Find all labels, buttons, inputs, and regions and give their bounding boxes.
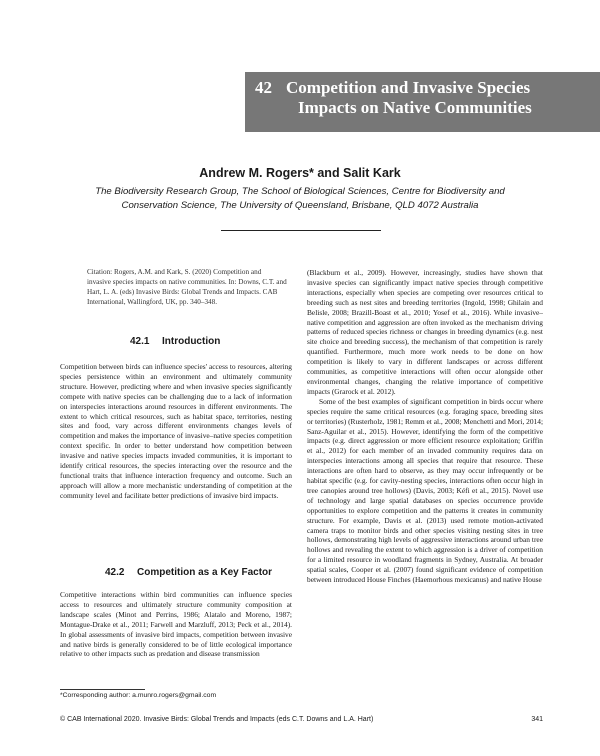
footer-copyright: © CAB International 2020. Invasive Birds: Global Trends and Impacts (eds C.T. Downs and L.A. Hart) (60, 716, 374, 723)
footnote: *Corresponding author: a.munro.rogers@gmail.com (60, 692, 217, 699)
page-footer (60, 716, 543, 723)
intro-paragraph-block (60, 362, 292, 501)
chapter-number: 42 (255, 78, 272, 97)
right-paragraph-2: Some of the best examples of significant competition in birds occur where species require the same critical resources (e.g. foraging space, breeding sites or territories) (Rusterholz, 1981; Remm et al., 2008; Menchetti and Mori, 2014; Sanz-Aguilar et al., 2015). However, identifying the form of the competitive impacts (e.g. direct aggression or more efficient resource exploitation; Griffin et al., 2012) for each member of an invaded community requires data on interspecies interactions among all species that require that resource. These interactions are often hard to observe, as they may occur infrequently or be habitat specific (e.g. for cavity-nesting species, interactions often occur high in tree canopies around tree hollows) (Davis, 2003; Kéfi et al., 2015). Novel use of technology and large spatial databases on species occurrence provide opportunities to explore competition and the patterns it creates in community structure. For example, Davis et al. (2013) used remote motion-activated camera traps to monitor birds and other species visiting nesting sites in tree hollows, demonstrating high levels of aggressive interactions around urban tree hollows and revealing the extent to which aggression is a driver of competition for a limited resource in woodland fragments in Sydney, Australia. At broader spatial scales, Cooper et al. (2007) found significant evidence of competition between introduced House Finches (Haemorhous mexicanus) and native House (307, 396, 543, 585)
right-column (307, 268, 543, 585)
affiliation: The Biodiversity Research Group, The School of Biological Sciences, Centre for Biodiversity and Conservation Science, The University of Queensland, Brisbane, QLD 4072 Australia (95, 186, 505, 211)
section-heading-introduction (130, 336, 220, 347)
authors: Andrew M. Rogers* and Salit Kark (199, 166, 401, 180)
intro-paragraph: Competition between birds can influence species' access to resources, altering species persistence within an environment and ultimately community structure. However, predicting where and when invasive species significantly compete with native species can be challenging due to a lack of information on interspecies interactions around resources in different environments. The extent to which critical resources, such as habitat space, territories, nesting sites and food, vary across different environments changes levels of competition and makes the importance of invasive–native species competition context specific. In order to better understand how competition between invasive and native species impacts invaded communities, it is important to identify critical resources, the species interacting over the resource and the functional traits that influence interaction frequency and outcome. Such an approach will allow a more mechanistic understanding of competition at the community level and facilitate better predictions of invasive bird impacts. (60, 362, 292, 500)
section-number: 42.1 (130, 336, 150, 347)
citation: Citation: Rogers, A.M. and Kark, S. (2020) Competition and invasive species impacts on native communities. In: Downs, C.T. and Hart, L. A. (eds) Invasive Birds: Global Trends and Impacts. CAB International, Wallingford, UK, pp. 340–348. (87, 268, 287, 306)
right-paragraph-1: (Blackburn et al., 2009). However, increasingly, studies have shown that invasive species can significantly impact native species through competitive interactions, especially when species are competing over resources critical to breeding such as nest sites and breeding territories (Ingold, 1998; Ghilain and Belisle, 2008; Brazill-Boast et al., 2010; Yosef et al., 2016). While invasive–native competition and aggression are often invoked as the mechanism driving patterns of reduced species richness or changes in breeding dynamics (e.g. nest site choice and breeding success), the mechanism of that competition is rarely quantified. Furthermore, much more work needs to be done on how competition is likely to vary in different landscapes or across different communities, as competitive interactions will often occur alongside other environmental changes, changing the relative importance of competitive impacts (Grarock et al. 2012). (307, 268, 543, 396)
title-divider (221, 230, 381, 231)
page-number: 341 (531, 716, 543, 723)
chapter-title-line2: Impacts on Native Communities (298, 98, 532, 117)
key-factor-paragraph-block (60, 590, 292, 659)
section-title: Introduction (162, 336, 221, 347)
section-title: Competition as a Key Factor (137, 567, 273, 578)
footnote-divider (60, 689, 145, 690)
key-factor-paragraph: Competitive interactions within bird communities can influence species access to resources and ultimately structure community composition at landscape scales (Minot and Perrins, 1986; Alatalo and Moreno, 1987; Montague-Drake et al., 2011; Farwell and Marzluff, 2013; Peck et al., 2014). In global assessments of invasive bird impacts, competition between invasive and native birds is generally considered to be of little ecological importance relative to other impacts such as predation and disease transmission (60, 590, 292, 659)
section-number: 42.2 (105, 567, 125, 578)
chapter-title-line1: Competition and Invasive Species (286, 78, 531, 97)
section-heading-key-factor (105, 567, 272, 578)
